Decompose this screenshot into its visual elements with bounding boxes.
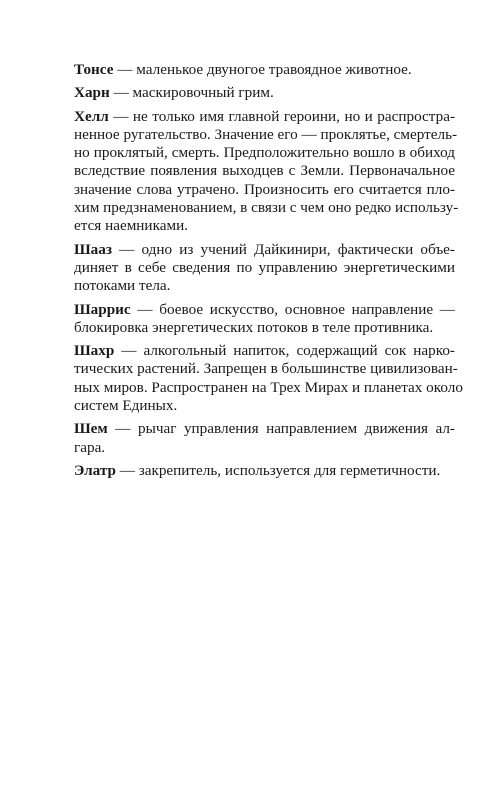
glossary-definition: — боевое искусство, основное направление — (130, 300, 455, 318)
glossary-entry-kharn (74, 84, 455, 102)
glossary-line: но проклятый, смерть. Предположительно вошло в обиход (74, 144, 455, 162)
glossary-line: ненное ругательство. Значение его — проклятье, смертель- (74, 125, 458, 143)
glossary-term: Шахр (74, 342, 115, 360)
glossary-term: Шаррис (74, 300, 131, 318)
glossary-entry-shem (74, 420, 455, 457)
glossary-entry-shakhr (74, 342, 463, 415)
glossary-definition: — одно из учений Дайкинири, фактически объе- (111, 240, 455, 258)
glossary-line: хим предзнаменованием, в связи с чем оно редко использу- (74, 199, 459, 217)
glossary-line: ется наемниками. (74, 217, 188, 235)
glossary-definition: — закрепитель, используется для герметичности. (115, 461, 441, 479)
glossary-entry-elatr (74, 462, 455, 480)
glossary-definition: — маленькое двуногое травоядное животное. (113, 61, 412, 78)
glossary-term: Шем (74, 420, 108, 438)
glossary-line: вследствие появления выходцев с Земли. Первоначальное (74, 162, 455, 180)
glossary-line (74, 342, 455, 360)
glossary-line: тических растений. Запрещен в большинстве цивилизован- (74, 360, 458, 378)
glossary-line: систем Единых. (74, 397, 178, 415)
glossary-term: Харн (74, 84, 110, 102)
glossary-term: Элатр (74, 461, 116, 479)
glossary-line (74, 301, 455, 319)
glossary-line (74, 420, 455, 438)
glossary-definition: — не только имя главной героини, но и распростра- (108, 107, 455, 125)
glossary-definition: — маскировочный грим. (109, 84, 274, 102)
glossary-entry-sharris (74, 301, 455, 338)
glossary-line: гара. (74, 438, 106, 456)
glossary-line (74, 84, 455, 102)
glossary-line (74, 108, 455, 126)
glossary-line: ных миров. Распространен на Трех Мирах и планетах около (74, 378, 463, 396)
glossary-page (74, 61, 463, 485)
glossary-line (74, 61, 455, 79)
glossary-definition: — рычаг управления направлением движения ал- (107, 420, 455, 438)
glossary-line (74, 241, 455, 259)
glossary-line: блокировка энергетических потоков в теле противника. (74, 318, 434, 336)
glossary-line: значение слова утрачено. Произносить его считается пло- (74, 180, 455, 198)
glossary-line: диняет в себе сведения по управлению энергетическими (74, 258, 455, 276)
glossary-line: потоками тела. (74, 277, 171, 295)
glossary-line (74, 462, 455, 480)
glossary-entry-tonse (74, 61, 455, 79)
glossary-term: Шааз (74, 240, 112, 258)
glossary-term: Хелл (74, 107, 109, 125)
glossary-entry-shaaz (74, 241, 455, 296)
glossary-term: Тонсе (74, 61, 114, 78)
glossary-definition: — алкогольный напиток, содержащий сок нарко- (114, 342, 455, 360)
glossary-entry-hell (74, 107, 459, 236)
